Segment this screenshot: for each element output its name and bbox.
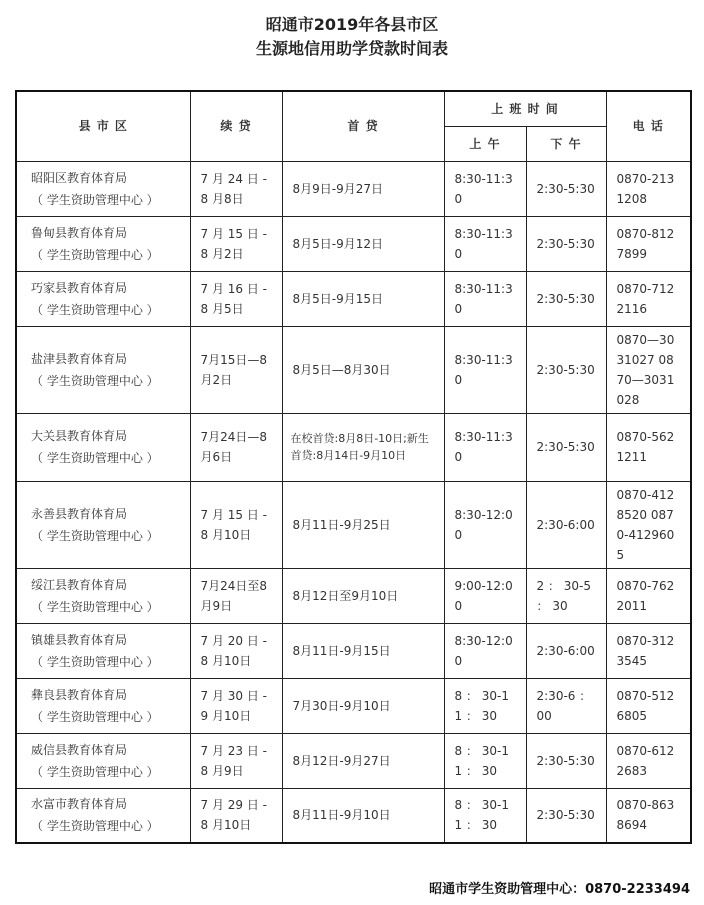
table-row	[16, 161, 691, 216]
cell-office	[16, 216, 190, 271]
office-center: （ 学生资助管理中心 ）	[31, 302, 159, 317]
header-renewal: 续 贷	[190, 91, 282, 161]
cell-first-loan: 8月5日—8月30日	[282, 326, 444, 413]
cell-morning-hours: 8:30-11:30	[444, 271, 526, 326]
cell-renewal: 7 月 30 日 -9 月10日	[190, 678, 282, 733]
cell-phone: 0870-5621211	[606, 413, 691, 481]
cell-afternoon-hours: 2:30-5:30	[526, 788, 606, 843]
cell-afternoon-hours: 2:30-5:30	[526, 413, 606, 481]
office-name: 彝良县教育体育局	[31, 687, 128, 702]
cell-first-loan: 7月30日-9月10日	[282, 678, 444, 733]
cell-afternoon-hours: 2:30-5:30	[526, 733, 606, 788]
header-county: 县 市 区	[16, 91, 190, 161]
cell-first-loan: 8月11日-9月10日	[282, 788, 444, 843]
office-name: 威信县教育体育局	[31, 742, 128, 757]
cell-afternoon-hours: 2 ： 30-5 ： 30	[526, 568, 606, 623]
table-row	[16, 733, 691, 788]
cell-phone: 0870-7122116	[606, 271, 691, 326]
cell-renewal: 7 月 23 日 -8 月9日	[190, 733, 282, 788]
office-center: （ 学生资助管理中心 ）	[31, 451, 159, 465]
footer-contact: 昭通市学生资助管理中心：0870-2233494	[429, 882, 690, 897]
cell-renewal: 7月24日至8月9日	[190, 568, 282, 623]
cell-office	[16, 568, 190, 623]
cell-office	[16, 788, 190, 843]
cell-office	[16, 678, 190, 733]
office-center: （ 学生资助管理中心 ）	[31, 373, 159, 388]
cell-morning-hours: 8 ： 30-11 ： 30	[444, 788, 526, 843]
office-center: （ 学生资助管理中心 ）	[31, 599, 159, 614]
table-row	[16, 623, 691, 678]
office-name: 鲁甸县教育体育局	[31, 225, 128, 240]
doc-title-line2: 生源地信用助学贷款时间表	[255, 39, 448, 58]
cell-morning-hours: 8 ： 30-11 ： 30	[444, 733, 526, 788]
cell-office	[16, 481, 190, 568]
office-name: 昭阳区教育体育局	[31, 170, 128, 185]
cell-renewal: 7 月 24 日 -8 月8日	[190, 161, 282, 216]
header-phone: 电 话	[606, 91, 691, 161]
cell-first-loan: 8月12日-9月27日	[282, 733, 444, 788]
cell-afternoon-hours: 2:30-6:00	[526, 481, 606, 568]
office-center: （ 学生资助管理中心 ）	[31, 654, 159, 669]
cell-morning-hours: 8:30-11:30	[444, 161, 526, 216]
cell-afternoon-hours: 2:30-5:30	[526, 216, 606, 271]
doc-title-line1: 昭通市2019年各县市区	[265, 15, 439, 34]
cell-office	[16, 413, 190, 481]
cell-first-loan: 在校首贷:8月8日-10日;新生首贷:8月14日-9月10日	[282, 413, 444, 481]
cell-renewal: 7月15日—8月2日	[190, 326, 282, 413]
table-row	[16, 678, 691, 733]
cell-phone: 0870-4128520 0870-4129605	[606, 481, 691, 568]
cell-first-loan: 8月5日-9月12日	[282, 216, 444, 271]
cell-renewal: 7 月 29 日 -8 月10日	[190, 788, 282, 843]
cell-morning-hours: 8:30-12:00	[444, 623, 526, 678]
cell-phone: 0870-2131208	[606, 161, 691, 216]
cell-first-loan: 8月9日-9月27日	[282, 161, 444, 216]
cell-morning-hours: 8 ： 30-11 ： 30	[444, 678, 526, 733]
cell-phone: 0870-8638694	[606, 788, 691, 843]
cell-renewal: 7月24日—8月6日	[190, 413, 282, 481]
cell-phone: 0870-7622011	[606, 568, 691, 623]
cell-renewal: 7 月 20 日 -8 月10日	[190, 623, 282, 678]
cell-phone: 0870-6122683	[606, 733, 691, 788]
office-center: （ 学生资助管理中心 ）	[31, 247, 159, 262]
cell-phone: 0870-3123545	[606, 623, 691, 678]
table-row	[16, 413, 691, 481]
cell-morning-hours: 9:00-12:00	[444, 568, 526, 623]
table-row	[16, 788, 691, 843]
cell-renewal: 7 月 16 日 -8 月5日	[190, 271, 282, 326]
cell-morning-hours: 8:30-12:00	[444, 481, 526, 568]
cell-morning-hours: 8:30-11:30	[444, 413, 526, 481]
cell-office	[16, 623, 190, 678]
header-first-loan: 首 贷	[282, 91, 444, 161]
office-center: （ 学生资助管理中心 ）	[31, 192, 159, 207]
office-center: （ 学生资助管理中心 ）	[31, 528, 159, 543]
office-name: 大关县教育体育局	[31, 429, 128, 443]
cell-first-loan: 8月12日至9月10日	[282, 568, 444, 623]
cell-morning-hours: 8:30-11:30	[444, 326, 526, 413]
cell-morning-hours: 8:30-11:30	[444, 216, 526, 271]
table-row	[16, 326, 691, 413]
office-center: （ 学生资助管理中心 ）	[31, 709, 159, 724]
cell-afternoon-hours: 2:30-6:00	[526, 623, 606, 678]
office-name: 永善县教育体育局	[31, 506, 128, 521]
cell-office	[16, 733, 190, 788]
office-name: 巧家县教育体育局	[31, 280, 128, 295]
office-name: 盐津县教育体育局	[31, 351, 128, 366]
cell-afternoon-hours: 2:30-6 ： 00	[526, 678, 606, 733]
office-name: 绥江县教育体育局	[31, 577, 128, 592]
cell-phone: 0870-8127899	[606, 216, 691, 271]
table-row	[16, 568, 691, 623]
cell-phone: 0870—3031027 0870—3031028	[606, 326, 691, 413]
cell-office	[16, 326, 190, 413]
cell-afternoon-hours: 2:30-5:30	[526, 271, 606, 326]
header-office-hours: 上 班 时 间	[444, 91, 606, 126]
office-name: 水富市教育体育局	[31, 797, 128, 812]
table-row	[16, 481, 691, 568]
cell-afternoon-hours: 2:30-5:30	[526, 161, 606, 216]
loan-schedule-table	[15, 90, 692, 844]
cell-first-loan: 8月5日-9月15日	[282, 271, 444, 326]
header-afternoon: 下 午	[526, 126, 606, 161]
office-center: （ 学生资助管理中心 ）	[31, 819, 159, 834]
cell-renewal: 7 月 15 日 -8 月10日	[190, 481, 282, 568]
table-row	[16, 271, 691, 326]
cell-office	[16, 271, 190, 326]
cell-office	[16, 161, 190, 216]
office-center: （ 学生资助管理中心 ）	[31, 764, 159, 779]
header-morning: 上 午	[444, 126, 526, 161]
cell-afternoon-hours: 2:30-5:30	[526, 326, 606, 413]
cell-first-loan: 8月11日-9月15日	[282, 623, 444, 678]
office-name: 镇雄县教育体育局	[31, 632, 128, 647]
cell-first-loan: 8月11日-9月25日	[282, 481, 444, 568]
table-row	[16, 216, 691, 271]
cell-phone: 0870-5126805	[606, 678, 691, 733]
cell-renewal: 7 月 15 日 -8 月2日	[190, 216, 282, 271]
